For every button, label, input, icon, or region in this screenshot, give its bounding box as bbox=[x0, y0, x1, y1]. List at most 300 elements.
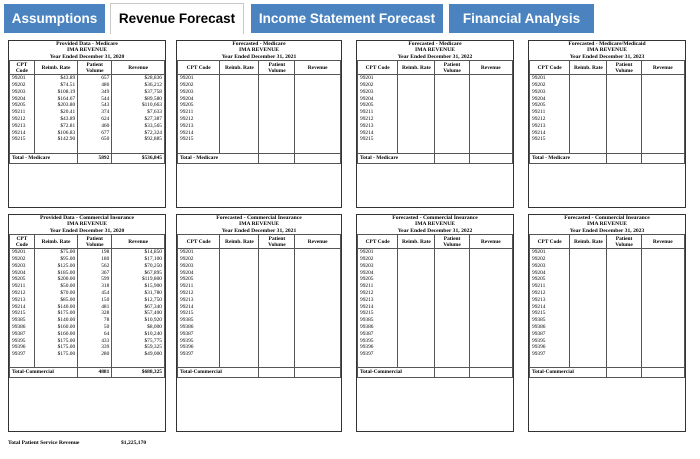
reimb-rate-cell[interactable] bbox=[570, 283, 607, 290]
revenue-cell[interactable] bbox=[295, 82, 341, 89]
reimb-rate-cell[interactable] bbox=[220, 297, 259, 304]
revenue-cell[interactable] bbox=[641, 89, 684, 96]
revenue-cell[interactable] bbox=[641, 102, 684, 109]
revenue-cell[interactable] bbox=[469, 317, 512, 324]
patient-volume-cell[interactable]: 657 bbox=[78, 75, 112, 82]
reimb-rate-cell[interactable] bbox=[220, 116, 259, 123]
patient-volume-cell[interactable] bbox=[607, 123, 641, 130]
reimb-rate-cell[interactable] bbox=[398, 310, 435, 317]
patient-volume-cell[interactable] bbox=[259, 102, 295, 109]
patient-volume-cell[interactable] bbox=[435, 270, 469, 277]
revenue-cell[interactable] bbox=[469, 96, 512, 103]
reimb-rate-cell[interactable] bbox=[220, 304, 259, 311]
patient-volume-cell[interactable]: 677 bbox=[78, 130, 112, 137]
reimb-rate-cell[interactable] bbox=[398, 344, 435, 351]
total-volume[interactable] bbox=[435, 368, 469, 378]
reimb-rate-cell[interactable] bbox=[220, 338, 259, 345]
revenue-cell[interactable] bbox=[641, 304, 684, 311]
reimb-rate-cell[interactable] bbox=[398, 290, 435, 297]
patient-volume-cell[interactable] bbox=[607, 276, 641, 283]
patient-volume-cell[interactable]: 481 bbox=[78, 304, 112, 311]
reimb-rate-cell[interactable] bbox=[220, 249, 259, 256]
reimb-rate-cell[interactable] bbox=[220, 123, 259, 130]
revenue-cell[interactable] bbox=[641, 109, 684, 116]
patient-volume-cell[interactable] bbox=[607, 338, 641, 345]
revenue-cell[interactable] bbox=[641, 290, 684, 297]
patient-volume-cell[interactable] bbox=[259, 331, 295, 338]
reimb-rate-cell[interactable] bbox=[220, 82, 259, 89]
patient-volume-cell[interactable] bbox=[607, 304, 641, 311]
revenue-cell[interactable]: $15,900 bbox=[112, 283, 165, 290]
reimb-rate-cell[interactable] bbox=[220, 290, 259, 297]
patient-volume-cell[interactable] bbox=[607, 82, 641, 89]
reimb-rate-cell[interactable] bbox=[570, 338, 607, 345]
revenue-cell[interactable]: $33,565 bbox=[112, 123, 165, 130]
reimb-rate-cell[interactable]: $72.81 bbox=[34, 123, 77, 130]
reimb-rate-cell[interactable]: $125.00 bbox=[34, 263, 77, 270]
patient-volume-cell[interactable]: 328 bbox=[78, 310, 112, 317]
reimb-rate-cell[interactable] bbox=[398, 317, 435, 324]
patient-volume-cell[interactable] bbox=[607, 263, 641, 270]
patient-volume-cell[interactable] bbox=[607, 317, 641, 324]
patient-volume-cell[interactable] bbox=[435, 130, 469, 137]
revenue-cell[interactable] bbox=[469, 89, 512, 96]
patient-volume-cell[interactable] bbox=[435, 290, 469, 297]
reimb-rate-cell[interactable]: $43.89 bbox=[34, 75, 77, 82]
patient-volume-cell[interactable] bbox=[435, 109, 469, 116]
patient-volume-cell[interactable] bbox=[607, 109, 641, 116]
revenue-cell[interactable]: $28,836 bbox=[112, 75, 165, 82]
revenue-cell[interactable] bbox=[641, 317, 684, 324]
patient-volume-cell[interactable]: 544 bbox=[78, 96, 112, 103]
patient-volume-cell[interactable] bbox=[435, 276, 469, 283]
revenue-cell[interactable] bbox=[469, 283, 512, 290]
total-revenue[interactable] bbox=[469, 368, 512, 378]
patient-volume-cell[interactable]: 374 bbox=[78, 109, 112, 116]
revenue-cell[interactable] bbox=[469, 75, 512, 82]
patient-volume-cell[interactable] bbox=[259, 123, 295, 130]
reimb-rate-cell[interactable] bbox=[398, 270, 435, 277]
reimb-rate-cell[interactable] bbox=[570, 89, 607, 96]
reimb-rate-cell[interactable] bbox=[570, 75, 607, 82]
revenue-cell[interactable] bbox=[295, 304, 341, 311]
revenue-cell[interactable] bbox=[295, 317, 341, 324]
patient-volume-cell[interactable] bbox=[607, 270, 641, 277]
reimb-rate-cell[interactable] bbox=[570, 331, 607, 338]
patient-volume-cell[interactable] bbox=[607, 249, 641, 256]
total-revenue[interactable] bbox=[641, 368, 684, 378]
patient-volume-cell[interactable] bbox=[607, 331, 641, 338]
revenue-cell[interactable] bbox=[295, 130, 341, 137]
patient-volume-cell[interactable] bbox=[607, 96, 641, 103]
revenue-cell[interactable] bbox=[469, 331, 512, 338]
reimb-rate-cell[interactable] bbox=[398, 249, 435, 256]
total-revenue[interactable]: $536,845 bbox=[112, 153, 165, 163]
reimb-rate-cell[interactable] bbox=[220, 130, 259, 137]
reimb-rate-cell[interactable] bbox=[398, 96, 435, 103]
patient-volume-cell[interactable] bbox=[259, 89, 295, 96]
reimb-rate-cell[interactable]: $164.67 bbox=[34, 96, 77, 103]
patient-volume-cell[interactable]: 486 bbox=[78, 82, 112, 89]
revenue-cell[interactable] bbox=[295, 116, 341, 123]
reimb-rate-cell[interactable]: $70.00 bbox=[34, 290, 77, 297]
tab-assumptions[interactable]: Assumptions bbox=[4, 4, 105, 33]
patient-volume-cell[interactable] bbox=[435, 256, 469, 263]
revenue-cell[interactable] bbox=[641, 351, 684, 358]
revenue-cell[interactable] bbox=[641, 116, 684, 123]
revenue-cell[interactable] bbox=[295, 297, 341, 304]
revenue-cell[interactable] bbox=[641, 256, 684, 263]
revenue-cell[interactable] bbox=[641, 324, 684, 331]
patient-volume-cell[interactable] bbox=[607, 310, 641, 317]
revenue-cell[interactable] bbox=[295, 75, 341, 82]
reimb-rate-cell[interactable] bbox=[570, 96, 607, 103]
patient-volume-cell[interactable] bbox=[259, 256, 295, 263]
reimb-rate-cell[interactable]: $75.00 bbox=[34, 249, 77, 256]
reimb-rate-cell[interactable]: $85.00 bbox=[34, 297, 77, 304]
patient-volume-cell[interactable] bbox=[259, 82, 295, 89]
reimb-rate-cell[interactable] bbox=[220, 109, 259, 116]
revenue-cell[interactable]: $31,780 bbox=[112, 290, 165, 297]
reimb-rate-cell[interactable] bbox=[398, 276, 435, 283]
reimb-rate-cell[interactable] bbox=[398, 102, 435, 109]
reimb-rate-cell[interactable] bbox=[220, 96, 259, 103]
revenue-cell[interactable]: $8,000 bbox=[112, 324, 165, 331]
reimb-rate-cell[interactable]: $175.00 bbox=[34, 351, 77, 358]
patient-volume-cell[interactable]: 180 bbox=[78, 256, 112, 263]
reimb-rate-cell[interactable]: $50.00 bbox=[34, 283, 77, 290]
reimb-rate-cell[interactable] bbox=[570, 249, 607, 256]
patient-volume-cell[interactable]: 318 bbox=[78, 283, 112, 290]
reimb-rate-cell[interactable]: $175.00 bbox=[34, 338, 77, 345]
total-volume[interactable] bbox=[259, 153, 295, 163]
revenue-cell[interactable] bbox=[641, 344, 684, 351]
patient-volume-cell[interactable]: 50 bbox=[78, 324, 112, 331]
patient-volume-cell[interactable]: 433 bbox=[78, 338, 112, 345]
revenue-cell[interactable] bbox=[641, 331, 684, 338]
revenue-cell[interactable] bbox=[469, 102, 512, 109]
reimb-rate-cell[interactable] bbox=[220, 89, 259, 96]
patient-volume-cell[interactable]: 562 bbox=[78, 263, 112, 270]
revenue-cell[interactable] bbox=[295, 136, 341, 143]
reimb-rate-cell[interactable] bbox=[220, 283, 259, 290]
revenue-cell[interactable]: $75,775 bbox=[112, 338, 165, 345]
patient-volume-cell[interactable] bbox=[435, 351, 469, 358]
patient-volume-cell[interactable]: 624 bbox=[78, 116, 112, 123]
tab-financial-analysis[interactable]: Financial Analysis bbox=[449, 4, 594, 33]
patient-volume-cell[interactable] bbox=[435, 82, 469, 89]
patient-volume-cell[interactable] bbox=[435, 136, 469, 143]
reimb-rate-cell[interactable] bbox=[570, 102, 607, 109]
reimb-rate-cell[interactable] bbox=[570, 290, 607, 297]
patient-volume-cell[interactable] bbox=[259, 109, 295, 116]
patient-volume-cell[interactable] bbox=[607, 75, 641, 82]
total-revenue[interactable]: $688,325 bbox=[112, 368, 165, 378]
patient-volume-cell[interactable] bbox=[259, 75, 295, 82]
reimb-rate-cell[interactable]: $175.00 bbox=[34, 344, 77, 351]
reimb-rate-cell[interactable] bbox=[398, 123, 435, 130]
total-volume[interactable] bbox=[607, 368, 641, 378]
revenue-cell[interactable] bbox=[641, 270, 684, 277]
reimb-rate-cell[interactable] bbox=[398, 263, 435, 270]
reimb-rate-cell[interactable]: $140.00 bbox=[34, 317, 77, 324]
patient-volume-cell[interactable] bbox=[435, 283, 469, 290]
reimb-rate-cell[interactable] bbox=[220, 256, 259, 263]
reimb-rate-cell[interactable] bbox=[570, 82, 607, 89]
revenue-cell[interactable] bbox=[469, 123, 512, 130]
revenue-cell[interactable] bbox=[469, 130, 512, 137]
patient-volume-cell[interactable] bbox=[259, 317, 295, 324]
reimb-rate-cell[interactable] bbox=[570, 276, 607, 283]
revenue-cell[interactable] bbox=[641, 96, 684, 103]
revenue-cell[interactable] bbox=[469, 351, 512, 358]
patient-volume-cell[interactable]: 349 bbox=[78, 89, 112, 96]
revenue-cell[interactable] bbox=[469, 344, 512, 351]
patient-volume-cell[interactable] bbox=[435, 310, 469, 317]
reimb-rate-cell[interactable] bbox=[570, 317, 607, 324]
patient-volume-cell[interactable] bbox=[259, 283, 295, 290]
revenue-cell[interactable]: $59,325 bbox=[112, 344, 165, 351]
revenue-cell[interactable] bbox=[469, 276, 512, 283]
reimb-rate-cell[interactable] bbox=[398, 89, 435, 96]
revenue-cell[interactable] bbox=[295, 123, 341, 130]
tab-revenue-forecast[interactable]: Revenue Forecast bbox=[110, 3, 244, 34]
reimb-rate-cell[interactable] bbox=[398, 256, 435, 263]
reimb-rate-cell[interactable] bbox=[570, 130, 607, 137]
revenue-cell[interactable] bbox=[295, 276, 341, 283]
patient-volume-cell[interactable]: 454 bbox=[78, 290, 112, 297]
patient-volume-cell[interactable] bbox=[259, 263, 295, 270]
reimb-rate-cell[interactable] bbox=[570, 344, 607, 351]
reimb-rate-cell[interactable] bbox=[570, 263, 607, 270]
reimb-rate-cell[interactable]: $160.00 bbox=[34, 331, 77, 338]
reimb-rate-cell[interactable] bbox=[220, 310, 259, 317]
reimb-rate-cell[interactable]: $140.00 bbox=[34, 304, 77, 311]
revenue-cell[interactable] bbox=[641, 263, 684, 270]
reimb-rate-cell[interactable] bbox=[398, 116, 435, 123]
patient-volume-cell[interactable] bbox=[607, 256, 641, 263]
reimb-rate-cell[interactable] bbox=[220, 276, 259, 283]
total-volume[interactable]: 4881 bbox=[78, 368, 112, 378]
revenue-cell[interactable]: $17,100 bbox=[112, 256, 165, 263]
patient-volume-cell[interactable] bbox=[259, 136, 295, 143]
revenue-cell[interactable]: $10,240 bbox=[112, 331, 165, 338]
revenue-cell[interactable] bbox=[641, 130, 684, 137]
reimb-rate-cell[interactable] bbox=[398, 75, 435, 82]
patient-volume-cell[interactable] bbox=[259, 290, 295, 297]
reimb-rate-cell[interactable]: $20.41 bbox=[34, 109, 77, 116]
revenue-cell[interactable] bbox=[295, 256, 341, 263]
revenue-cell[interactable] bbox=[641, 310, 684, 317]
patient-volume-cell[interactable] bbox=[607, 297, 641, 304]
patient-volume-cell[interactable] bbox=[435, 249, 469, 256]
reimb-rate-cell[interactable]: $43.89 bbox=[34, 116, 77, 123]
patient-volume-cell[interactable] bbox=[435, 338, 469, 345]
revenue-cell[interactable] bbox=[469, 136, 512, 143]
patient-volume-cell[interactable] bbox=[259, 116, 295, 123]
patient-volume-cell[interactable] bbox=[607, 324, 641, 331]
patient-volume-cell[interactable]: 339 bbox=[78, 344, 112, 351]
revenue-cell[interactable] bbox=[295, 351, 341, 358]
revenue-cell[interactable] bbox=[295, 109, 341, 116]
patient-volume-cell[interactable] bbox=[435, 331, 469, 338]
revenue-cell[interactable] bbox=[295, 344, 341, 351]
patient-volume-cell[interactable] bbox=[435, 317, 469, 324]
patient-volume-cell[interactable] bbox=[607, 130, 641, 137]
reimb-rate-cell[interactable] bbox=[398, 136, 435, 143]
reimb-rate-cell[interactable] bbox=[220, 331, 259, 338]
reimb-rate-cell[interactable] bbox=[220, 75, 259, 82]
revenue-cell[interactable] bbox=[469, 256, 512, 263]
revenue-cell[interactable] bbox=[641, 249, 684, 256]
reimb-rate-cell[interactable] bbox=[570, 109, 607, 116]
reimb-rate-cell[interactable] bbox=[570, 116, 607, 123]
patient-volume-cell[interactable] bbox=[259, 130, 295, 137]
reimb-rate-cell[interactable] bbox=[398, 338, 435, 345]
patient-volume-cell[interactable] bbox=[259, 324, 295, 331]
reimb-rate-cell[interactable] bbox=[570, 136, 607, 143]
revenue-cell[interactable] bbox=[469, 297, 512, 304]
reimb-rate-cell[interactable] bbox=[570, 123, 607, 130]
revenue-cell[interactable]: $49,000 bbox=[112, 351, 165, 358]
patient-volume-cell[interactable] bbox=[259, 96, 295, 103]
revenue-cell[interactable]: $67,340 bbox=[112, 304, 165, 311]
revenue-cell[interactable]: $70,250 bbox=[112, 263, 165, 270]
patient-volume-cell[interactable]: 150 bbox=[78, 297, 112, 304]
reimb-rate-cell[interactable] bbox=[570, 270, 607, 277]
revenue-cell[interactable]: $72,324 bbox=[112, 130, 165, 137]
revenue-cell[interactable] bbox=[295, 102, 341, 109]
revenue-cell[interactable] bbox=[641, 75, 684, 82]
reimb-rate-cell[interactable] bbox=[398, 82, 435, 89]
patient-volume-cell[interactable]: 78 bbox=[78, 317, 112, 324]
reimb-rate-cell[interactable] bbox=[570, 351, 607, 358]
patient-volume-cell[interactable]: 599 bbox=[78, 276, 112, 283]
revenue-cell[interactable] bbox=[295, 263, 341, 270]
patient-volume-cell[interactable] bbox=[435, 75, 469, 82]
patient-volume-cell[interactable]: 367 bbox=[78, 270, 112, 277]
patient-volume-cell[interactable] bbox=[607, 283, 641, 290]
revenue-cell[interactable] bbox=[641, 297, 684, 304]
total-volume[interactable]: 5892 bbox=[78, 153, 112, 163]
patient-volume-cell[interactable] bbox=[435, 102, 469, 109]
revenue-cell[interactable] bbox=[295, 310, 341, 317]
revenue-cell[interactable]: $119,800 bbox=[112, 276, 165, 283]
reimb-rate-cell[interactable] bbox=[220, 136, 259, 143]
reimb-rate-cell[interactable] bbox=[570, 324, 607, 331]
revenue-cell[interactable] bbox=[641, 136, 684, 143]
revenue-cell[interactable]: $92,885 bbox=[112, 136, 165, 143]
reimb-rate-cell[interactable] bbox=[220, 324, 259, 331]
reimb-rate-cell[interactable]: $95.00 bbox=[34, 256, 77, 263]
revenue-cell[interactable] bbox=[641, 82, 684, 89]
patient-volume-cell[interactable] bbox=[259, 276, 295, 283]
revenue-cell[interactable]: $110,663 bbox=[112, 102, 165, 109]
patient-volume-cell[interactable] bbox=[607, 290, 641, 297]
patient-volume-cell[interactable] bbox=[435, 96, 469, 103]
reimb-rate-cell[interactable] bbox=[220, 270, 259, 277]
reimb-rate-cell[interactable] bbox=[398, 130, 435, 137]
revenue-cell[interactable]: $12,750 bbox=[112, 297, 165, 304]
revenue-cell[interactable]: $14,850 bbox=[112, 249, 165, 256]
patient-volume-cell[interactable] bbox=[435, 297, 469, 304]
reimb-rate-cell[interactable] bbox=[570, 297, 607, 304]
reimb-rate-cell[interactable] bbox=[570, 256, 607, 263]
patient-volume-cell[interactable] bbox=[607, 89, 641, 96]
patient-volume-cell[interactable] bbox=[259, 344, 295, 351]
tab-income-statement-forecast[interactable]: Income Statement Forecast bbox=[251, 4, 443, 33]
patient-volume-cell[interactable]: 460 bbox=[78, 123, 112, 130]
revenue-cell[interactable] bbox=[469, 304, 512, 311]
revenue-cell[interactable] bbox=[641, 123, 684, 130]
revenue-cell[interactable] bbox=[469, 82, 512, 89]
total-revenue[interactable] bbox=[641, 153, 684, 163]
patient-volume-cell[interactable] bbox=[259, 351, 295, 358]
patient-volume-cell[interactable] bbox=[607, 116, 641, 123]
reimb-rate-cell[interactable]: $74.51 bbox=[34, 82, 77, 89]
revenue-cell[interactable] bbox=[641, 338, 684, 345]
total-revenue[interactable] bbox=[295, 153, 341, 163]
reimb-rate-cell[interactable]: $185.00 bbox=[34, 270, 77, 277]
patient-volume-cell[interactable] bbox=[607, 351, 641, 358]
reimb-rate-cell[interactable] bbox=[220, 102, 259, 109]
reimb-rate-cell[interactable]: $175.00 bbox=[34, 310, 77, 317]
patient-volume-cell[interactable] bbox=[259, 249, 295, 256]
total-revenue[interactable] bbox=[295, 368, 341, 378]
revenue-cell[interactable] bbox=[469, 338, 512, 345]
reimb-rate-cell[interactable] bbox=[398, 331, 435, 338]
revenue-cell[interactable] bbox=[295, 270, 341, 277]
reimb-rate-cell[interactable]: $142.90 bbox=[34, 136, 77, 143]
revenue-cell[interactable] bbox=[469, 310, 512, 317]
patient-volume-cell[interactable] bbox=[259, 310, 295, 317]
revenue-cell[interactable] bbox=[469, 116, 512, 123]
revenue-cell[interactable] bbox=[295, 249, 341, 256]
reimb-rate-cell[interactable] bbox=[398, 283, 435, 290]
revenue-cell[interactable] bbox=[295, 290, 341, 297]
revenue-cell[interactable] bbox=[295, 324, 341, 331]
total-volume[interactable] bbox=[607, 153, 641, 163]
reimb-rate-cell[interactable] bbox=[398, 324, 435, 331]
revenue-cell[interactable] bbox=[295, 283, 341, 290]
revenue-cell[interactable] bbox=[469, 270, 512, 277]
revenue-cell[interactable] bbox=[295, 331, 341, 338]
reimb-rate-cell[interactable]: $160.00 bbox=[34, 324, 77, 331]
reimb-rate-cell[interactable] bbox=[398, 304, 435, 311]
reimb-rate-cell[interactable] bbox=[220, 351, 259, 358]
patient-volume-cell[interactable]: 198 bbox=[78, 249, 112, 256]
patient-volume-cell[interactable] bbox=[435, 116, 469, 123]
revenue-cell[interactable]: $37,758 bbox=[112, 89, 165, 96]
patient-volume-cell[interactable]: 64 bbox=[78, 331, 112, 338]
revenue-cell[interactable] bbox=[641, 283, 684, 290]
patient-volume-cell[interactable] bbox=[435, 263, 469, 270]
revenue-cell[interactable]: $67,895 bbox=[112, 270, 165, 277]
reimb-rate-cell[interactable] bbox=[570, 310, 607, 317]
revenue-cell[interactable]: $10,920 bbox=[112, 317, 165, 324]
revenue-cell[interactable] bbox=[295, 338, 341, 345]
reimb-rate-cell[interactable]: $203.80 bbox=[34, 102, 77, 109]
patient-volume-cell[interactable] bbox=[435, 89, 469, 96]
revenue-cell[interactable] bbox=[641, 276, 684, 283]
patient-volume-cell[interactable]: 543 bbox=[78, 102, 112, 109]
total-volume[interactable] bbox=[259, 368, 295, 378]
patient-volume-cell[interactable]: 280 bbox=[78, 351, 112, 358]
revenue-cell[interactable]: $36,212 bbox=[112, 82, 165, 89]
reimb-rate-cell[interactable]: $200.00 bbox=[34, 276, 77, 283]
reimb-rate-cell[interactable] bbox=[398, 351, 435, 358]
patient-volume-cell[interactable] bbox=[259, 270, 295, 277]
